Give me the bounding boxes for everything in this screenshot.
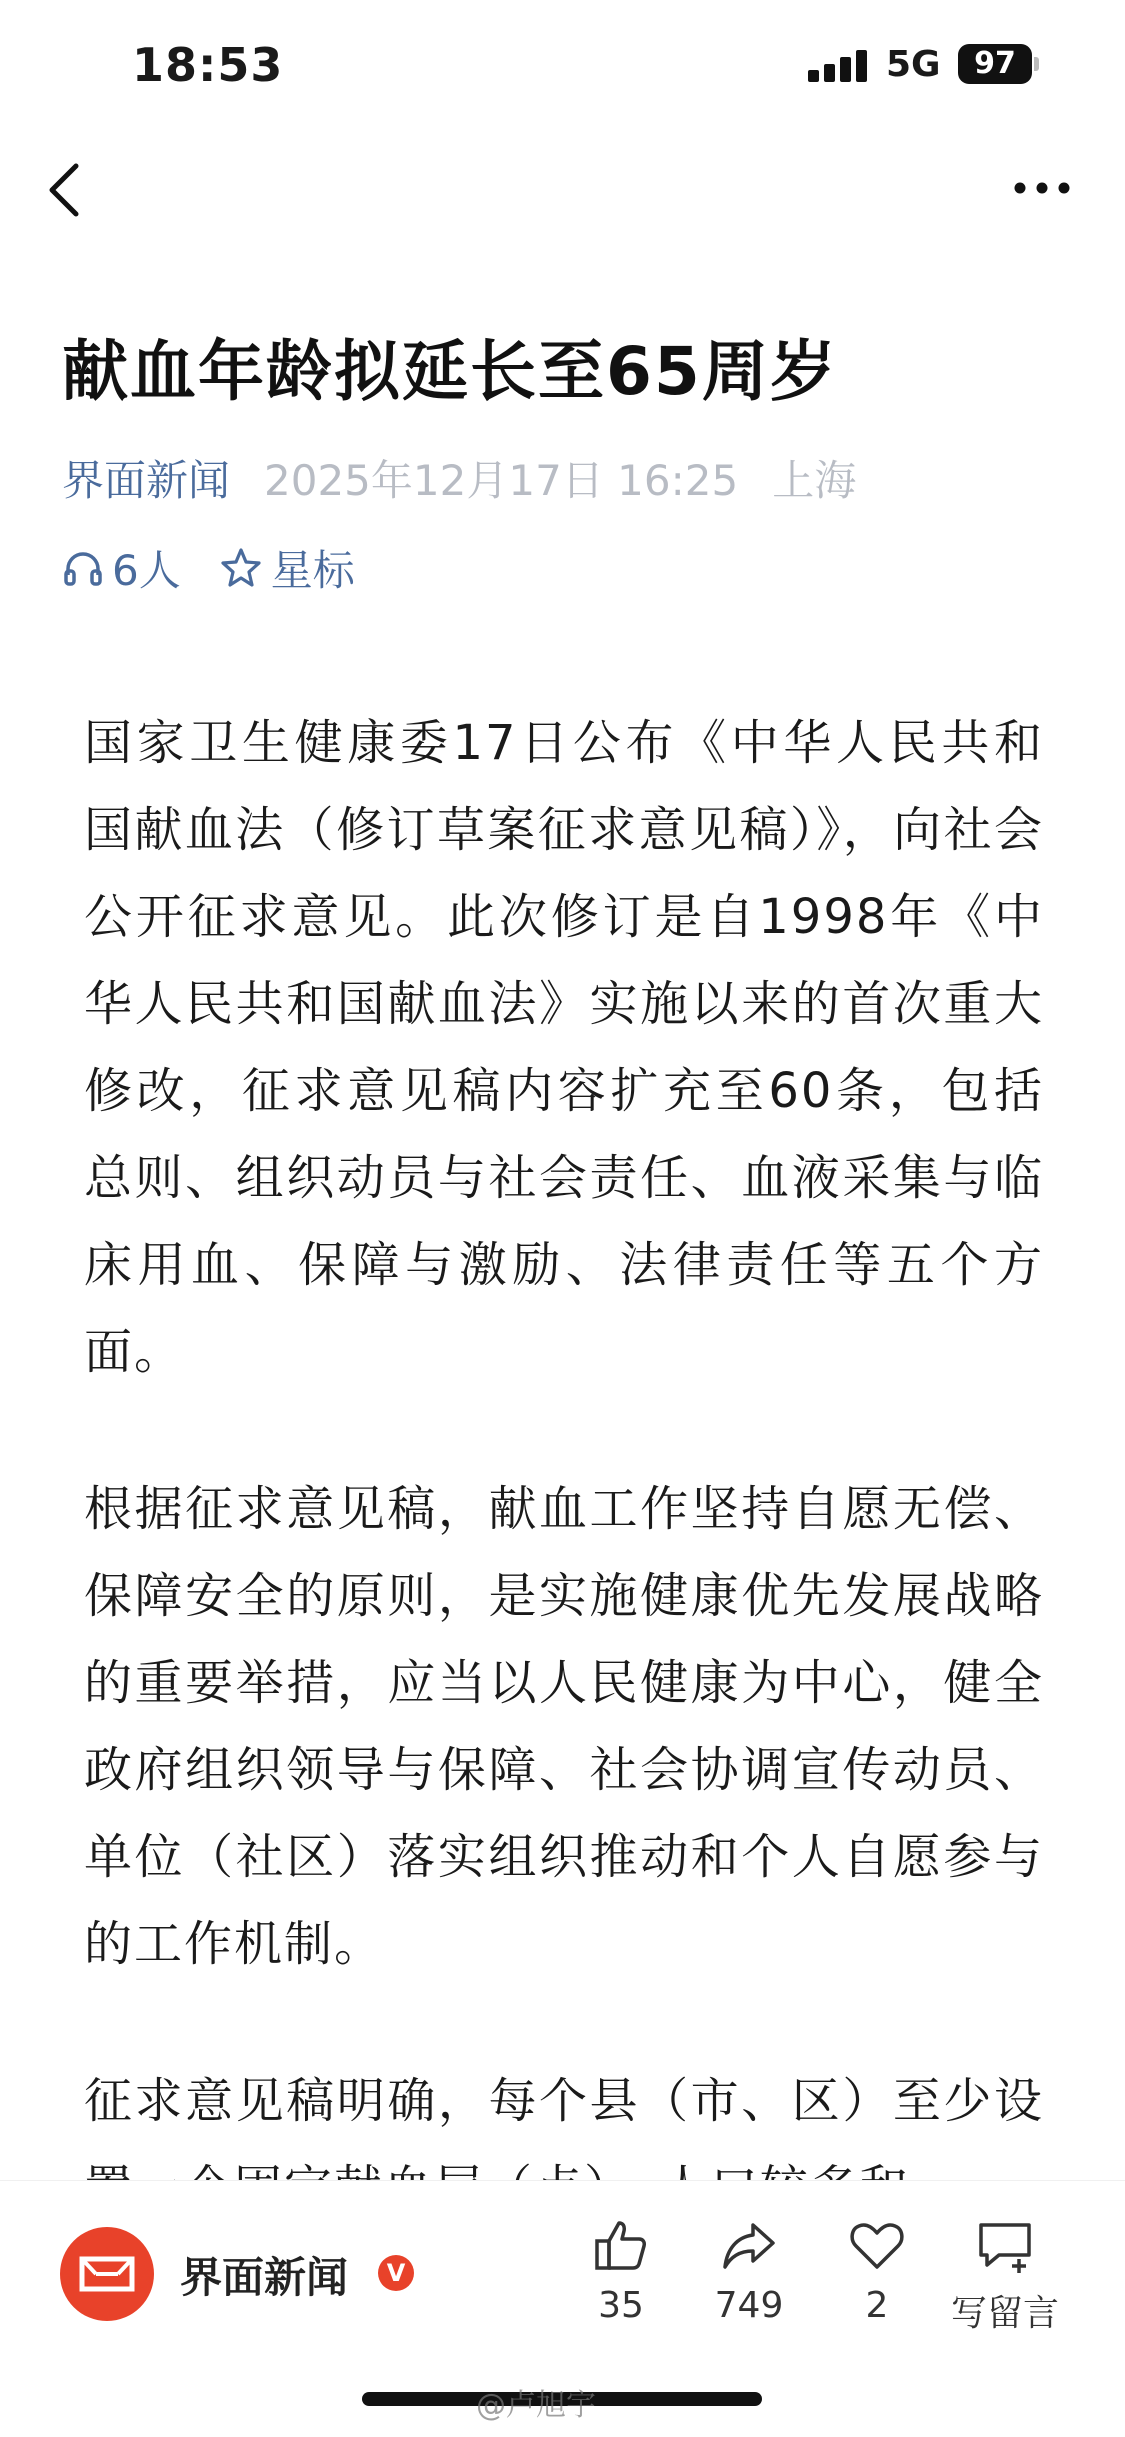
article-paragraph: 国家卫生健康委17日公布《中华人民共和国献血法（修订草案征求意见稿）》，向社会公开征求意见。此次修订是自1998年《中华人民共和国献血法》实施以来的首次重大修改，征求意见稿内容扩充至60条，包括总则、组织动员与社会责任、血液采集与临床用血、保障与激励、法律责任等五个方面。 — [84, 715, 1044, 1380]
share-button[interactable] — [694, 2215, 804, 2326]
share-count: 749 — [714, 2285, 784, 2326]
write-comment-label: 写留言 — [950, 2293, 1059, 2334]
network-type: 5G — [886, 44, 941, 85]
publisher-logo-icon — [60, 2227, 154, 2321]
article-source[interactable]: 界面新闻 — [62, 456, 231, 505]
status-time: 18:53 — [132, 38, 284, 92]
verified-badge: V — [378, 2255, 414, 2291]
article-meta — [62, 448, 856, 508]
more-dots-icon — [1010, 168, 1074, 208]
chevron-left-icon — [42, 160, 92, 220]
star-label: 星标 — [270, 546, 355, 595]
favorite-count: 2 — [865, 2285, 889, 2326]
thumbs-up-icon — [591, 2215, 651, 2275]
signal-strength-icon — [808, 48, 872, 82]
star-icon — [219, 546, 263, 590]
favorite-button[interactable] — [822, 2215, 932, 2326]
back-button[interactable] — [42, 160, 92, 220]
share-icon — [719, 2215, 779, 2275]
comment-add-icon — [975, 2215, 1035, 2275]
publisher-avatar[interactable] — [60, 2227, 154, 2321]
article-title: 献血年龄拟延长至65周岁 — [62, 333, 838, 410]
article-body — [84, 700, 1044, 2302]
article-stats — [62, 538, 355, 598]
heart-icon — [847, 2215, 907, 2275]
article-paragraph: 征求意见稿明确，每个县（市、区）至少设 — [84, 2073, 1044, 2129]
battery-tip — [1034, 57, 1039, 71]
publish-location: 上海 — [772, 456, 857, 505]
weibo-watermark: @卢旭宇 — [476, 2388, 596, 2423]
publisher-name[interactable]: 界面新闻 — [180, 2253, 349, 2302]
listen-button[interactable] — [62, 538, 181, 598]
write-comment-button[interactable] — [950, 2215, 1060, 2336]
headphones-icon — [62, 547, 104, 589]
listener-count: 6人 — [112, 546, 181, 595]
battery-icon: 97 — [958, 44, 1032, 84]
article-paragraph: 根据征求意见稿，献血工作坚持自愿无偿、保障安全的原则，是实施健康优先发展战略的重要举措，应当以人民健康为中心，健全政府组织领导与保障、社会协调宣传动员、单位（社区）落实组织推动和个人自愿参与的工作机制。 — [84, 1481, 1044, 1972]
more-options-button[interactable] — [1010, 168, 1074, 208]
publish-date: 2025年12月17日 16:25 — [264, 456, 739, 505]
like-button[interactable] — [566, 2215, 676, 2326]
star-button[interactable] — [219, 538, 355, 598]
like-count: 35 — [598, 2285, 644, 2326]
